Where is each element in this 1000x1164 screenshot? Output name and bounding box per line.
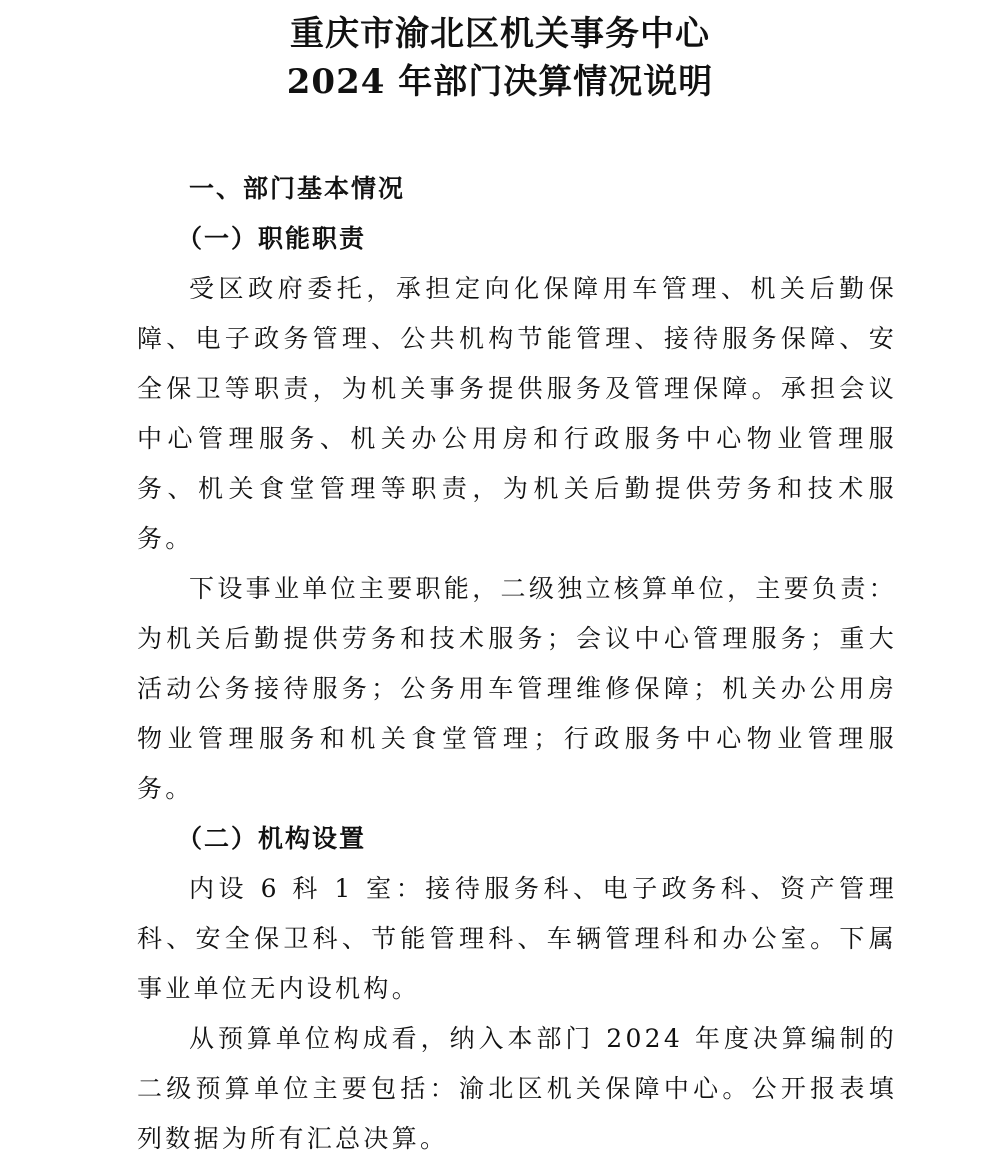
subsection-heading-functions: （一）职能职责 [177, 224, 367, 253]
subsection-heading-organization: （二）机构设置 [177, 824, 367, 853]
paragraph-functions-2: 下设事业单位主要职能，二级独立核算单位，主要负责：为机关后勤提供劳务和技术服务；会议中心管理服务；重大活动公务接待服务；公务用车管理维修保障；机关办公用房物业管理服务和机关食堂管理；行政服务中心物业管理服务。 [137, 574, 897, 803]
paragraph-organization-1: 内设 6 科 1 室：接待服务科、电子政务科、资产管理科、安全保卫科、节能管理科、车辆管理科和办公室。下属事业单位无内设机构。 [137, 874, 897, 1003]
paragraph-functions-1: 受区政府委托，承担定向化保障用车管理、机关后勤保障、电子政务管理、公共机构节能管理、接待服务保障、安全保卫等职责，为机关事务提供服务及管理保障。承担会议中心管理服务、机关办公用房和行政服务中心物业管理服务、机关食堂管理等职责，为机关后勤提供劳务和技术服务。 [137, 274, 897, 553]
document-title-line2: 2024 年部门决算情况说明 [286, 62, 714, 102]
document-title-line1: 重庆市渝北区机关事务中心 [290, 14, 710, 54]
section-heading-basic-info: 一、部门基本情况 [189, 174, 406, 203]
paragraph-organization-2: 从预算单位构成看，纳入本部门 2024 年度决算编制的二级预算单位主要包括：渝北区机关保障中心。公开报表填列数据为所有汇总决算。 [137, 1024, 897, 1153]
document-body [137, 164, 897, 1164]
